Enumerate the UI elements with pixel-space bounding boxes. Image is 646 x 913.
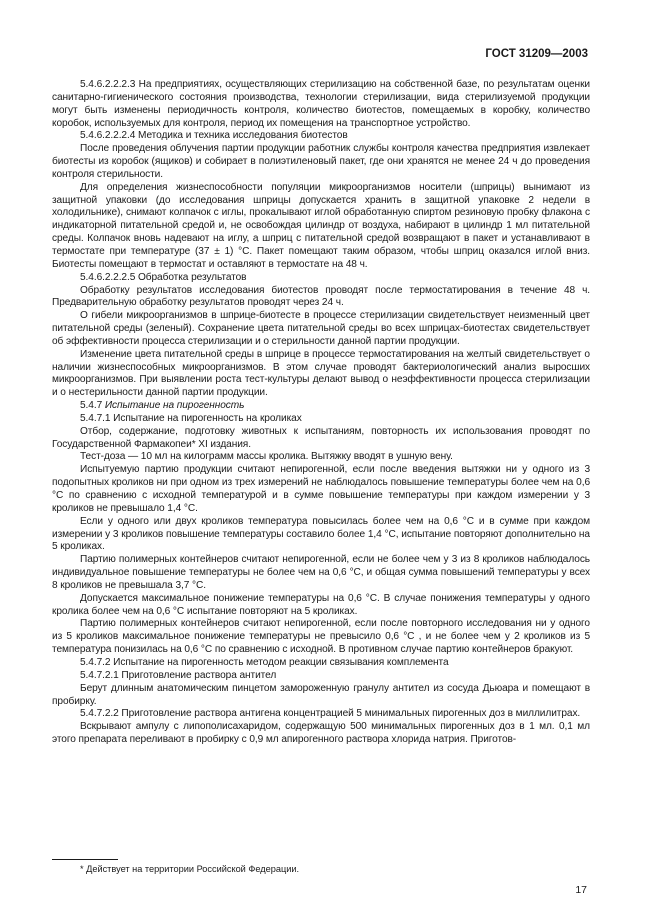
section-title: Испытание на пирогенность (104, 400, 245, 412)
paragraph-repeat-5: Если у одного или двух кроликов температура повысилась более чем на 0,6 °С и в сумме при каждом измерении у 3 кроликов повышение температуры составило более 1,4 °С, испытание повторяют дополнительно на 5 кроликах. (52, 515, 590, 553)
document-body (52, 79, 590, 747)
heading-5-4-7 (52, 400, 590, 413)
heading-5-4-6-2-2-2-5: 5.4.6.2.2.2.5 Обработка результатов (80, 271, 247, 283)
heading-5-4-7-1: 5.4.7.1 Испытание на пирогенность на кроликах (80, 412, 302, 424)
paragraph-temp-decrease: Допускается максимальное понижение температуры на 0,6 °С. В случае понижения температуры у одного кролика более чем на 0,6 °С испытание повторяют на 5 кроликах. (52, 592, 590, 617)
paragraph-green-color: О гибели микроорганизмов в шприце-биотесте в процессе стерилизации свидетельствует неизменный цвет питательной среды (зеленый). Сохранение цвета питательной среды во всех шприцах-биотестах свидетельствует об эффективности процесса стерилизации и о стерильности данной партии продукции. (52, 310, 590, 347)
paragraph-reject: Партию полимерных контейнеров считают непирогенной, если после повторного исследования ни у одного из 5 кроликов максимальное понижение температуры не превысило 0,6 °С , и не более чем у 2 кроликов из 5 температура понизилась на 0,6 °С по сравнению с исходной. В противном случае партию контейнеров бракуют. (52, 618, 590, 656)
document-code: ГОСТ 31209—2003 (485, 48, 588, 60)
footnote-divider (52, 859, 118, 860)
paragraph-processing: Обработку результатов исследования биотестов проводят после термостатирования в течение 48 ч. Предварительную обработку результатов проводят через 24 ч. (52, 284, 590, 309)
paragraph-nonpyrogenic-3: Испытуемую партию продукции считают непирогенной, если после введения вытяжки ни у одного из 3 подопытных кроликов ни при одном из трех измерений не наблюдалось повышение температуры более чем на 0,6 °С по сравнению с исходной температурой и в сумме повышение температуры при каждом измерении у 3 кроликов не превышало 1,4 °С. (52, 464, 590, 514)
paragraph-antibody-granule: Берут длинным анатомическим пинцетом замороженную гранулу антител из сосуда Дьюара и помещают в пробирку. (52, 682, 590, 707)
section-number: 5.4.7 (80, 400, 103, 412)
page-number: 17 (575, 884, 587, 896)
paragraph-ampoule: Вскрывают ампулу с липополисахаридом, содержащую 500 минимальных пирогенных доз в 1 мл. 0,1 мл этого препарата переливают в пробирку с 0,9 мл апирогенного раствора хлорида натрия. Приготов- (52, 721, 590, 746)
heading-5-4-7-2-2: 5.4.7.2.2 Приготовление раствора антигена концентрацией 5 минимальных пирогенных доз в миллилитрах. (80, 708, 581, 720)
paragraph-irradiation: После проведения облучения партии продукции работник службы контроля качества предприятия извлекает биотесты из коробок (ящиков) и собирает в полиэтиленовый пакет, где они хранятся не менее 24 ч до проведения контроля стерильности. (52, 143, 590, 180)
footnote: * Действует на территории Российской Федерации. (80, 864, 300, 874)
heading-5-4-7-2-1: 5.4.7.2.1 Приготовление раствора антител (80, 669, 277, 681)
heading-5-4-6-2-2-2-4: 5.4.6.2.2.2.4 Методика и техника исследования биотестов (80, 130, 348, 142)
paragraph-5-4-6-2-2-2-3: 5.4.6.2.2.2.3 На предприятиях, осуществляющих стерилизацию на собственной базе, по результатам оценки санитарно-гигиенического состояния производства, технологии стерилизации, вида стерилизуемой продукции могут быть изменены периодичность контроля, количество биотестов, помещаемых в коробку, количество коробок, используемых для контроля, период их помещения на транспортное устройство. (52, 79, 590, 129)
paragraph-viability: Для определения жизнеспособности популяции микроорганизмов носители (шприцы) вынимают из защитной упаковки (до исследования шприцы допускается хранить в защитной упаковке 2 недели в холодильнике), снимают колпачок с иглы, прокалывают иглой обработанную спиртом резиновую пробку флакона с индикаторной питательной средой и, не освобождая цилиндр от воздуха, набирают в цилиндр 1 мл питательной среды. Колпачок вновь надевают на иглу, а шприц с питательной средой возвращают в пакет и устанавливают в термостате при температуре (37 ± 1) °С. Пакет помещают таким образом, чтобы шприц оказался иглой вниз. Биотесты помещают в термостат и оставляют в термостате на 48 ч. (52, 181, 590, 270)
heading-5-4-7-2: 5.4.7.2 Испытание на пирогенность методом реакции связывания комплемента (80, 656, 449, 668)
paragraph-animal-selection: Отбор, содержание, подготовку животных к испытаниям, повторность их использования проводят по Государственной Фармакопеи* XI издания. (52, 425, 590, 450)
paragraph-test-dose: Тест-доза — 10 мл на килограмм массы кролика. Вытяжку вводят в ушную вену. (80, 451, 453, 463)
paragraph-yellow-color: Изменение цвета питательной среды в шприце в процессе термостатирования на желтый свидетельствует о наличии жизнеспособных микроорганизмов. В этом случае проводят бактериологический анализ выросших микроорганизмов. При выявлении роста тест-культуры делают вывод о неэффективности процесса стерилизации и о нестерильности данной партии продукции. (52, 348, 590, 399)
paragraph-nonpyrogenic-8: Партию полимерных контейнеров считают непирогенной, если не более чем у 3 из 8 кроликов наблюдалось индивидуальное повышение температуры не более чем на 0,6 °С, и общая сумма повышений температуры у всех 8 кроликов не превышала 3,7 °С. (52, 554, 590, 591)
